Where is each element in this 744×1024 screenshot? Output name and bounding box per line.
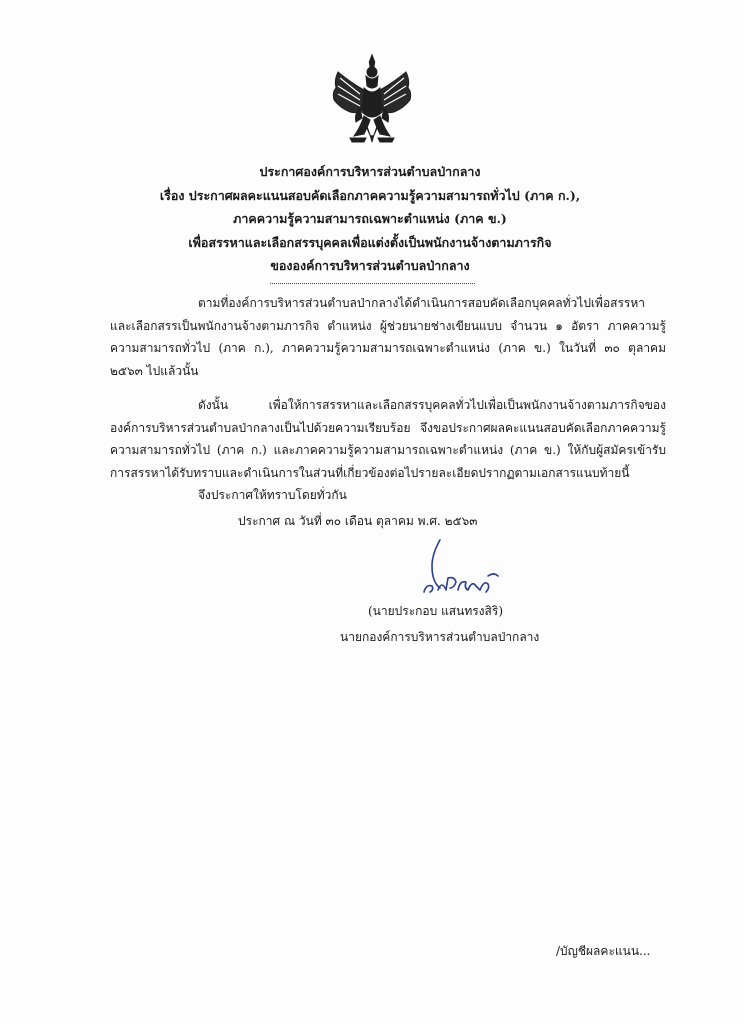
body-paragraph-1 (110, 292, 666, 382)
paragraph-text: ตามที่องค์การบริหารส่วนตำบลป่ากลางได้ดำเนินการสอบคัดเลือกบุคคลทั่วไปเพื่อสรรหาและเลือกสรรเป็นพนักงานจ้างตามภารกิจ ตำแหน่ง ผู้ช่วยนายช่างเขียนแบบ จำนวน ๑ อัตรา ภาคความรู้ความสามารถทั่วไป (ภาค ก.), ภาคความรู้ความสามารถเฉพาะตำแหน่ง (ภาค ข.) ในวันที่ ๓๐ ตุลาคม ๒๕๖๓ ไปแล้วนั้น (110, 296, 666, 378)
announcement-date: ประกาศ ณ วันที่ ๓๐ เดือน ตุลาคม พ.ศ. ๒๕๖๓ (238, 514, 478, 528)
signer-name: (นายประกอบ แสนทรงสิริ) (368, 604, 503, 618)
document-title-block (80, 160, 660, 278)
issuer-title: ประกาศองค์การบริหารส่วนตำบลป่ากลาง (259, 164, 481, 179)
garuda-emblem-icon (330, 52, 414, 152)
closing-statement: จึงประกาศให้ทราบโดยทั่วกัน (198, 488, 347, 502)
attachment-footer-note: /บัญชีผลคะแนน... (556, 944, 651, 958)
subject-line-4: ขององค์การบริหารส่วนตำบลป่ากลาง (270, 258, 470, 273)
subject-line-3: เพื่อสรรหาและเลือกสรรบุคคลเพื่อแต่งตั้งเป็นพนักงานจ้างตามภารกิจ (188, 234, 552, 250)
subject-line-1: เรื่อง ประกาศผลคะแนนสอบคัดเลือกภาคความรู้ความสามารถทั่วไป (ภาค ก.), (159, 187, 581, 203)
signer-position: นายกองค์การบริหารส่วนตำบลป่ากลาง (340, 630, 540, 644)
title-separator (270, 283, 475, 285)
subject-line-2: ภาคความรู้ความสามารถเฉพาะตำแหน่ง (ภาค ข.) (233, 211, 507, 226)
body-paragraph-2 (110, 394, 666, 484)
handwritten-signature (418, 532, 508, 602)
paragraph-text: ดังนั้น เพื่อให้การสรรหาและเลือกสรรบุคคลทั่วไปเพื่อเป็นพนักงานจ้างตามภารกิจขององค์การบริหารส่วนตำบลป่ากลางเป็นไปด้วยความเรียบร้อย จึงขอประกาศผลคะแนนสอบคัดเลือกภาคความรู้ความสามารถทั่วไป (ภาค ก.) และภาคความรู้ความสามารถเฉพาะตำแหน่ง (ภาค ข.) ให้กับผู้สมัครเข้ารับการสรรหาได้รับทราบและดำเนินการในส่วนที่เกี่ยวข้องต่อไปรายละเอียดปรากฏตามเอกสารแนบท้ายนี้ (110, 398, 666, 480)
